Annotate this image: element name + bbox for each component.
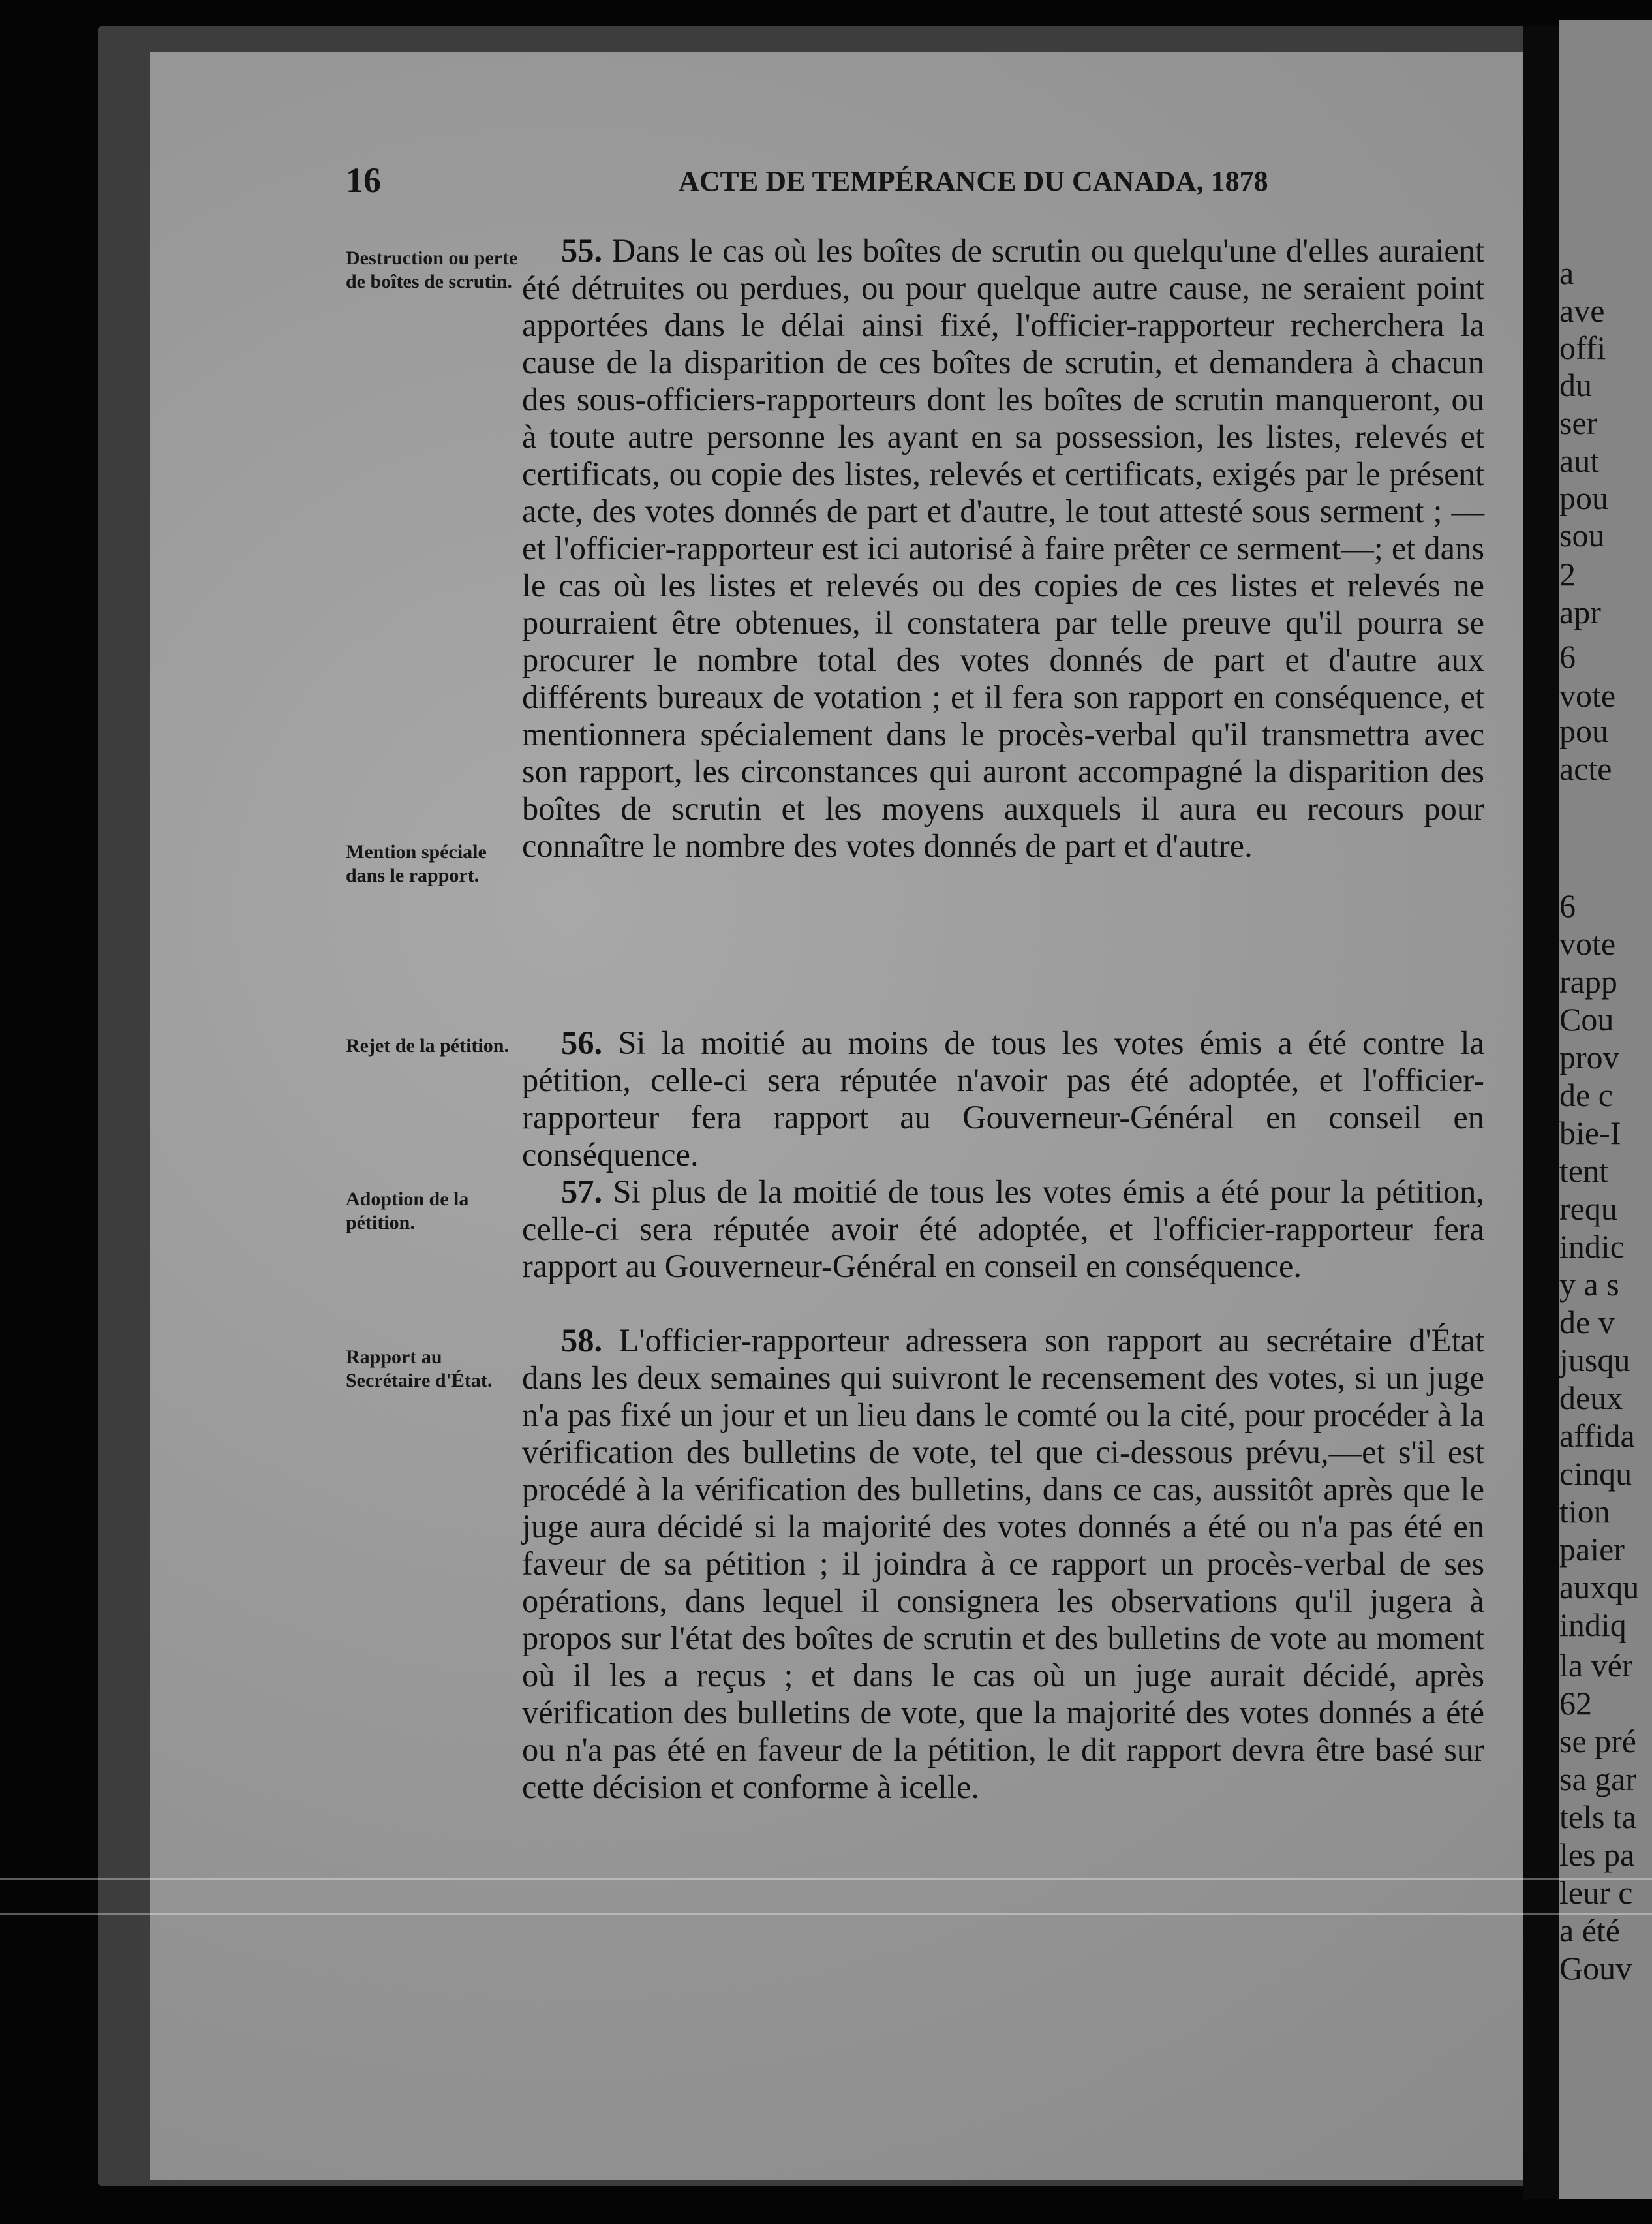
adjacent-text-fragment: jusqu [1559, 1342, 1630, 1378]
section-text: Si la moitié au moins de tous les votes émis a été contre la pétition, celle-ci sera réputée n'avoir pas été adoptée, et l'officier-rapporteur fera rapport au Gouverneur-Général en conseil en conséquence. [522, 1025, 1485, 1173]
adjacent-text-fragment: du [1559, 367, 1592, 403]
adjacent-text-fragment: requ [1559, 1190, 1617, 1227]
adjacent-text-fragment: vote [1559, 677, 1616, 714]
adjacent-text-fragment: tels ta [1559, 1799, 1637, 1835]
scan-streak [0, 1913, 1652, 1915]
section-number: 57 [561, 1173, 594, 1210]
adjacent-text-fragment: paier [1559, 1531, 1625, 1568]
adjacent-text-fragment: auxqu [1559, 1569, 1640, 1605]
adjacent-text-fragment: 6 [1559, 888, 1576, 924]
section-57: 57. Si plus de la moitié de tous les votes émis a été pour la pétition, celle-ci sera réputée avoir été adoptée, et l'officier-rapporteur fera rapport au Gouverneur-Général en conseil en conséquence. [522, 1173, 1485, 1284]
adjacent-text-fragment: offi [1559, 330, 1606, 366]
adjacent-text-fragment: acte [1559, 750, 1612, 787]
adjacent-text-fragment: prov [1559, 1039, 1619, 1075]
adjacent-text-fragment: les pa [1559, 1836, 1635, 1873]
adjacent-text-fragment: leur c [1559, 1874, 1633, 1911]
adjacent-text-fragment: sou [1559, 517, 1605, 553]
section-text: Si plus de la moitié de tous les votes émis a été pour la pétition, celle-ci sera réputée avoir été adoptée, et l'officier-rapporteur fera rapport au Gouverneur-Général en conseil en conséquence. [522, 1173, 1485, 1284]
adjacent-text-fragment: Gouv [1559, 1950, 1632, 1986]
adjacent-text-fragment: pou [1559, 480, 1608, 516]
section-number: 58 [561, 1322, 594, 1359]
margin-note-rapport: Rapport au Secrétaire d'État. [346, 1346, 493, 1391]
adjacent-text-fragment: ser [1559, 405, 1598, 441]
adjacent-text-fragment: pou [1559, 713, 1608, 749]
adjacent-page [1559, 20, 1652, 2199]
adjacent-text-fragment: sa gar [1559, 1761, 1636, 1797]
running-title: ACTE DE TEMPÉRANCE DU CANADA, 1878 [679, 165, 1268, 197]
margin-note-mention: Mention spéciale dans le rapport. [346, 841, 487, 886]
adjacent-text-fragment: indic [1559, 1228, 1625, 1265]
margin-note-destruction: Destruction ou perte de boîtes de scrutin. [346, 247, 518, 292]
adjacent-text-fragment: tent [1559, 1152, 1608, 1189]
adjacent-text-fragment: indiq [1559, 1607, 1627, 1643]
adjacent-text-fragment: de c [1559, 1077, 1613, 1113]
adjacent-text-fragment: 6 [1559, 638, 1576, 675]
adjacent-text-fragment: y a s [1559, 1266, 1619, 1303]
adjacent-text-fragment: la vér [1559, 1647, 1633, 1684]
adjacent-text-fragment: 2 [1559, 556, 1576, 593]
adjacent-text-fragment: cinqu [1559, 1455, 1632, 1492]
scan-streak [0, 1878, 1652, 1880]
adjacent-text-fragment: a [1559, 255, 1574, 291]
adjacent-text-fragment: aut [1559, 442, 1600, 479]
page-number: 16 [346, 161, 381, 200]
section-text: L'officier-rapporteur adressera son rapport au secrétaire d'État dans les deux semaines qui suivront le recensement des votes, si un juge n'a pas fixé un jour et un lieu dans le comté ou la cité, pour procéder à la vérification des bulletins de vote, tel que ci-dessous prévu,—et s'il est procédé à la vérification des bulletins, dans ce cas, aussitôt après que le juge aura décidé si la majorité des votes donnés a été ou n'a pas été en faveur de sa pétition ; il joindra à ce rapport un procès-verbal de ses opérations, dans lequel il consignera les observations qu'il jugera à propos sur l'état des boîtes de scrutin et des bulletins de vote au moment où il les a reçus ; et dans le cas où un juge aurait décidé, après vérification des bulletins de vote, que la majorité des votes donnés a été ou n'a pas été en faveur de la pétition, le dit rapport devra être basé sur cette décision et conforme à icelle. [522, 1322, 1485, 1805]
adjacent-text-fragment: rapp [1559, 963, 1617, 1000]
adjacent-text-fragment: affida [1559, 1417, 1635, 1454]
adjacent-text-fragment: 62 [1559, 1685, 1592, 1722]
adjacent-text-fragment: bie-I [1559, 1115, 1621, 1151]
section-55: 55. Dans le cas où les boîtes de scrutin ou quelqu'une d'elles auraient été détruites ou perdues, ou pour quelque autre cause, ne seraient point apportées dans le délai ainsi fixé, l'officier-rapporteur recherchera la cause de la disparition de ces boîtes de scrutin, et demandera à chacun des sous-officiers-rapporteurs dont les boîtes de scrutin manqueront, ou à toute autre personne les ayant en sa possession, les listes, relevés et certificats, ou copie des listes, relevés et certificats, exigés par le présent acte, des votes donnés de part et d'autre, le tout attesté sous serment ; —et l'officier-rapporteur est ici autorisé à faire prêter ce serment—; et dans le cas où les listes et relevés ou des copies de ces listes et relevés ne pourraient être obtenues, il constatera par telle preuve qu'il pourra se procurer le nombre total des votes donnés de part et d'autre aux différents bureaux de votation ; et il fera son rapport en conséquence, et mentionnera spécialement dans le procès-verbal qu'il transmettra avec son rapport, les circonstances qui auront accompagné la disparition des boîtes de scrutin et les moyens auxquels il aura eu recours pour connaître le nombre des votes donnés de part et d'autre. [522, 232, 1484, 864]
section-58: 58. L'officier-rapporteur adressera son rapport au secrétaire d'État dans les deux semaines qui suivront le recensement des votes, si un juge n'a pas fixé un jour et un lieu dans le comté ou la cité, pour procéder à la vérification des bulletins de vote, tel que ci-dessous prévu,—et s'il est procédé à la vérification des bulletins, dans ce cas, aussitôt après que le juge aura décidé si la majorité des votes donnés a été ou n'a pas été en faveur de sa pétition ; il joindra à ce rapport un procès-verbal de ses opérations, dans lequel il consignera les observations qu'il jugera à propos sur l'état des boîtes de scrutin et des bulletins de vote au moment où il les a reçus ; et dans le cas où un juge aurait décidé, après vérification des bulletins de vote, que la majorité des votes donnés a été ou n'a pas été en faveur de la pétition, le dit rapport devra être basé sur cette décision et conforme à icelle. [522, 1322, 1485, 1805]
margin-note-adoption: Adoption de la pétition. [346, 1188, 469, 1233]
adjacent-text-fragment: de v [1559, 1304, 1615, 1340]
margin-note-rejet: Rejet de la pétition. [346, 1035, 509, 1057]
adjacent-text-fragment: deux [1559, 1380, 1623, 1416]
section-text: Dans le cas où les boîtes de scrutin ou quelqu'une d'elles auraient été détruites ou perdues, ou pour quelque autre cause, ne seraient point apportées dans le délai ainsi fixé, l'officier-rapporteur recherchera la cause de la disparition de ces boîtes de scrutin, et demandera à chacun des sous-officiers-rapporteurs dont les boîtes de scrutin manqueront, ou à toute autre personne les ayant en sa possession, les listes, relevés et certificats, ou copie des listes, relevés et certificats, exigés par le présent acte, des votes donnés de part et d'autre, le tout attesté sous serment ; —et l'officier-rapporteur est ici autorisé à faire prêter ce serment—; et dans le cas où les listes et relevés ou des copies de ces listes et relevés ne pourraient être obtenues, il constatera par telle preuve qu'il pourra se procurer le nombre total des votes donnés de part et d'autre aux différents bureaux de votation ; et il fera son rapport en conséquence, et mentionnera spécialement dans le procès-verbal qu'il transmettra avec son rapport, les circonstances qui auront accompagné la disparition des boîtes de scrutin et les moyens auxquels il aura eu recours pour connaître le nombre des votes donnés de part et d'autre. [522, 232, 1484, 864]
adjacent-text-fragment: vote [1559, 925, 1616, 962]
adjacent-text-fragment: tion [1559, 1493, 1610, 1530]
adjacent-text-fragment: Cou [1559, 1001, 1614, 1038]
book-gutter [1523, 26, 1563, 2199]
section-56: 56. Si la moitié au moins de tous les votes émis a été contre la pétition, celle-ci sera réputée n'avoir pas été adoptée, et l'officier-rapporteur fera rapport au Gouverneur-Général en conseil en conséquence. [522, 1025, 1485, 1173]
adjacent-text-fragment: a été [1559, 1912, 1620, 1949]
adjacent-text-fragment: se pré [1559, 1723, 1636, 1759]
section-number: 55 [561, 232, 594, 269]
section-number: 56 [561, 1025, 594, 1061]
adjacent-text-fragment: ave [1559, 292, 1605, 329]
adjacent-text-fragment: apr [1559, 594, 1601, 630]
